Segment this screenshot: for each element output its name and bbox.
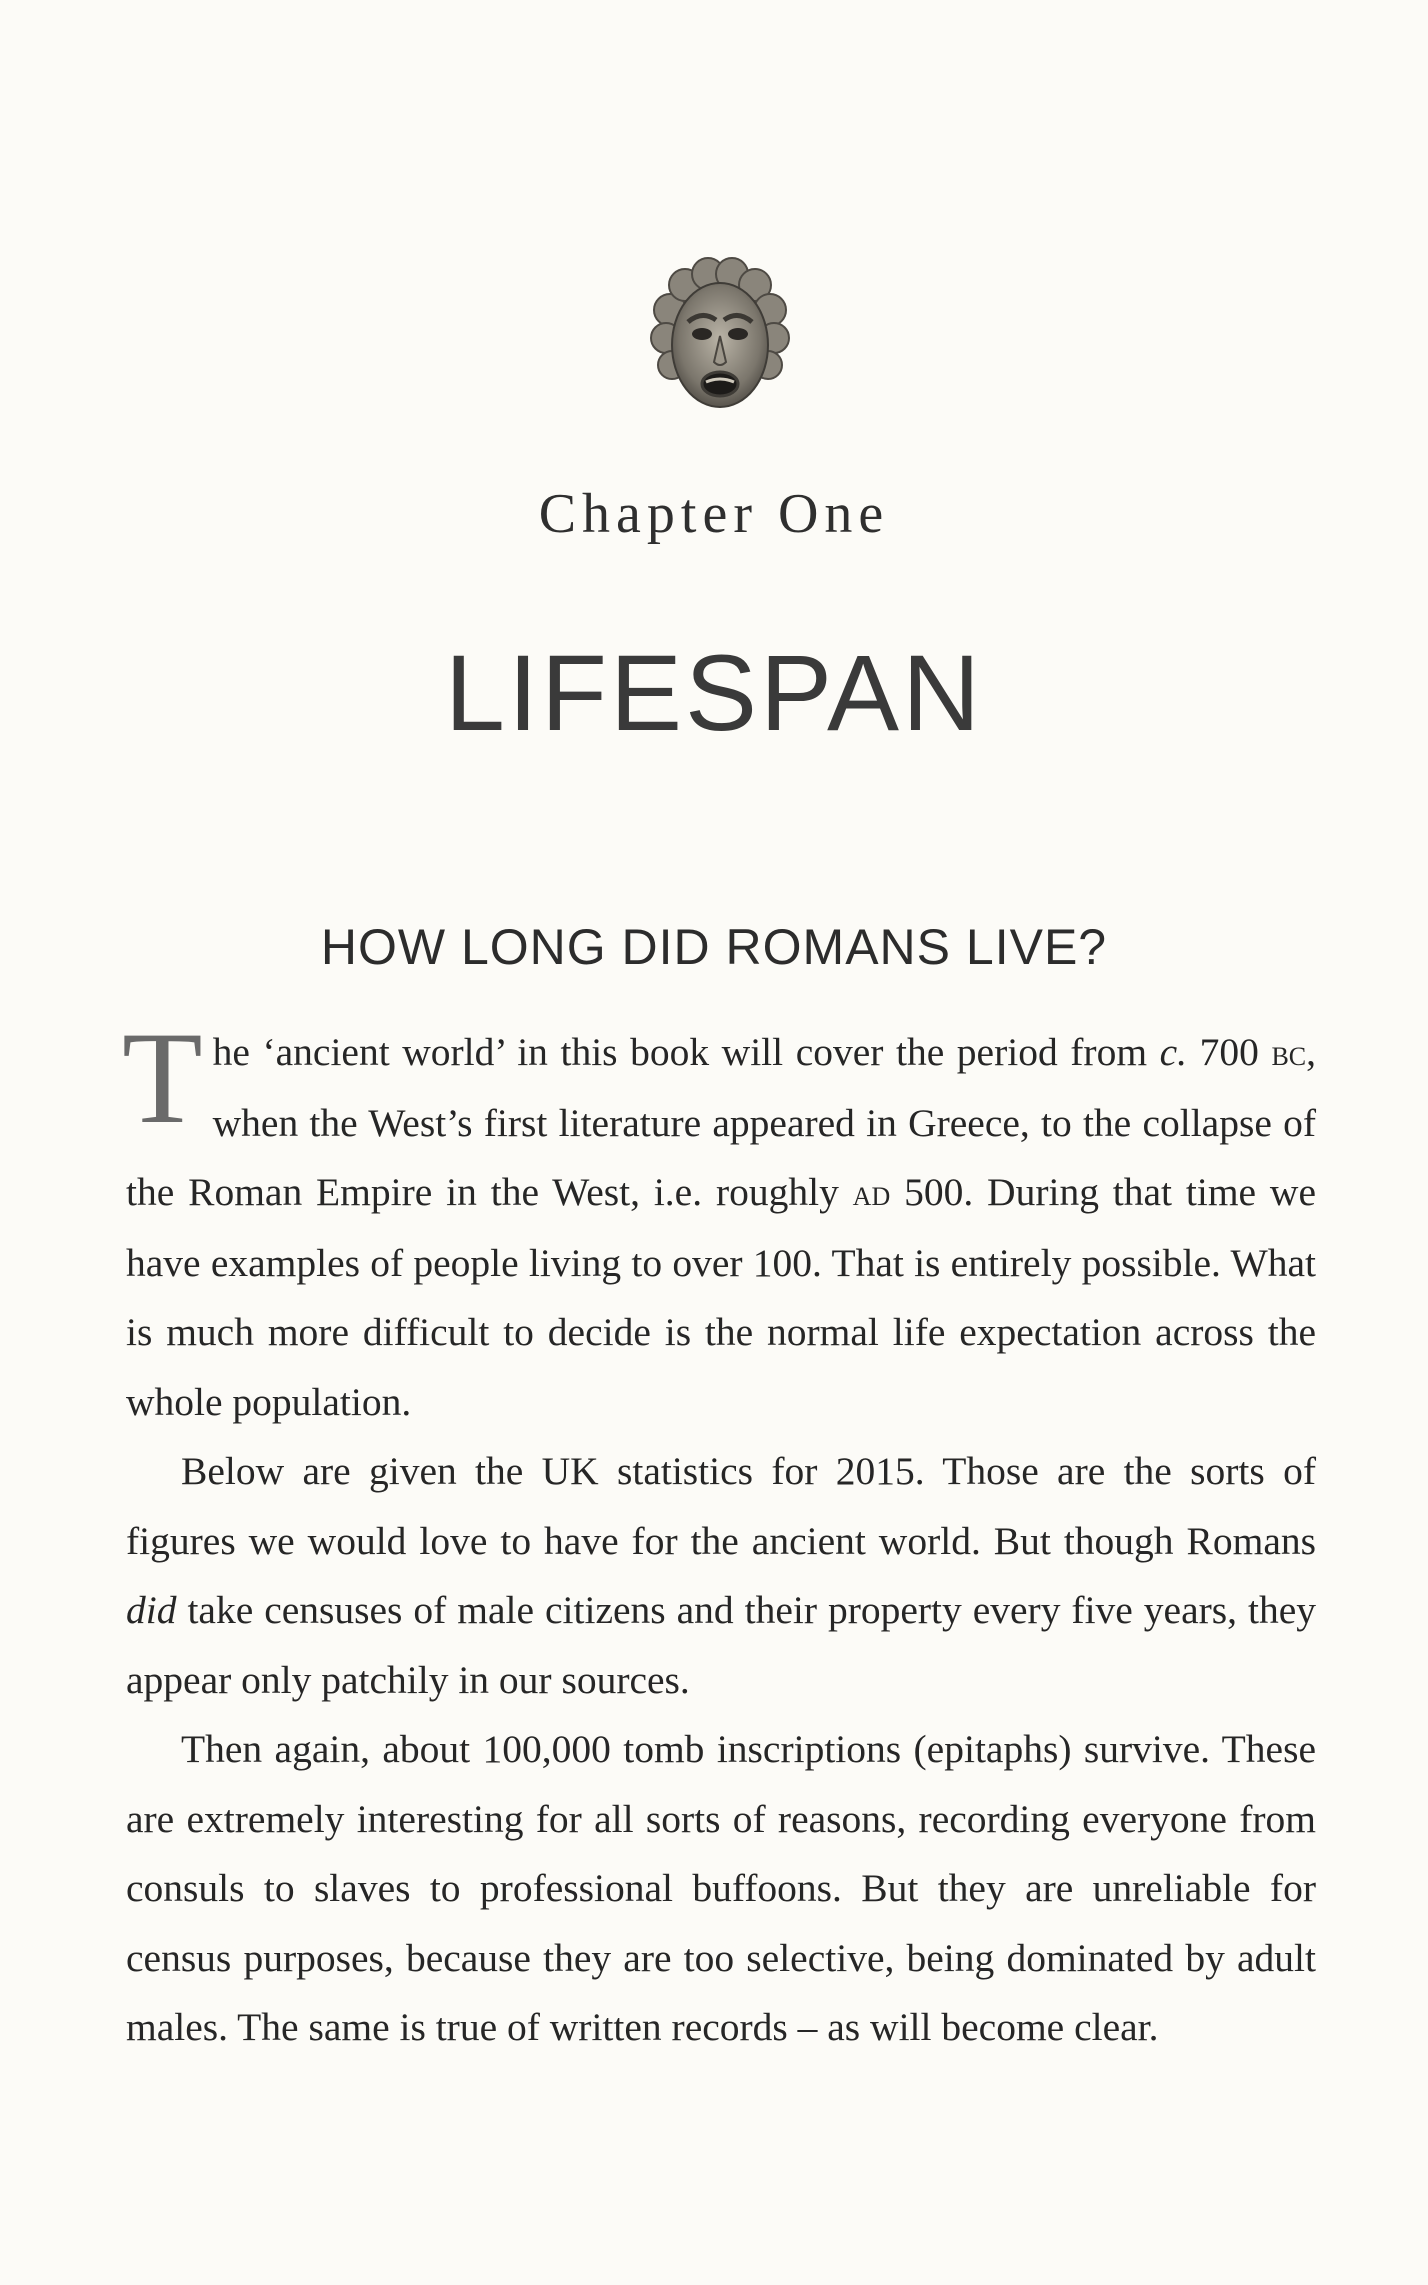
paragraph-2-text: Below are given the UK statistics for 2015. Those are the sorts of figures we would love to have for the ancient world. But though Romans [126,1449,1316,1563]
paragraph-1-text: 700 [1187,1030,1272,1074]
paragraph-1 [122,1004,1316,1437]
paragraph-2 [126,1437,1316,1715]
paragraph-1-text: 500. During that time we have examples of people living to over 100. That is entirely possible. What is much more difficult to decide is the normal life expectation across the whole population. [126,1170,1316,1424]
body-text [122,1004,1316,2063]
paragraph-1-text: he ‘ancient world’ in this book will cover the period from [212,1030,1160,1074]
chapter-label: Chapter One [538,483,890,545]
era-abbrev: bc [1271,1033,1307,1074]
paragraph-1-italic: c. [1159,1030,1188,1074]
era-abbrev: ad [852,1173,891,1214]
paragraph-2-italic: did [126,1588,177,1632]
paragraph-1-text: , when the West’s first literature appeared in Greece, to the collapse of the Roman Empire in the West, i.e. roughly [126,1030,1316,1214]
paragraph-3-text: Then again, about 100,000 tomb inscriptions (epitaphs) survive. These are extremely interesting for all sorts of reasons, recording everyone from consuls to slaves to professional buffoons. But they are unreliable for census purposes, because they are too selective, being dominated by adult males. The same is true of written records – as will become clear. [126,1727,1316,2049]
drop-cap: T [122,1004,203,1151]
section-heading: HOW LONG DID ROMANS LIVE? [320,919,1108,975]
paragraph-3 [126,1715,1316,2063]
chapter-title: LIFESPAN [444,632,984,753]
theatre-mask-icon [640,250,800,425]
paragraph-2-text: take censuses of male citizens and their property every five years, they appear only patchily in our sources. [126,1588,1316,1702]
